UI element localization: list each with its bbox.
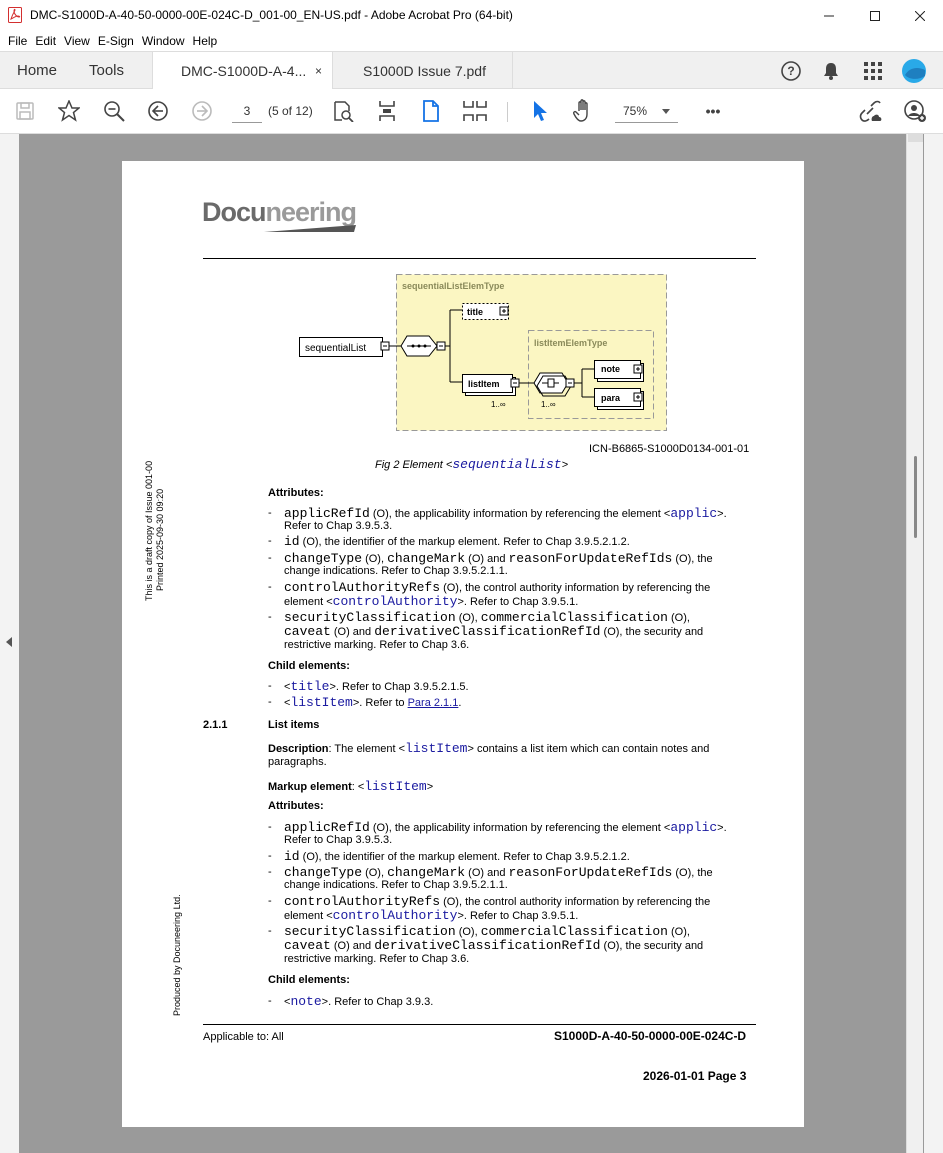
- tab-close-icon[interactable]: ×: [315, 64, 323, 78]
- attr2-id: id (O), the identifier of the markup element. Refer to Chap 3.9.5.2.1.2.: [284, 849, 630, 864]
- chevron-down-icon: [662, 109, 670, 114]
- window-title: DMC-S1000D-A-40-50-0000-00E-024C-D_001-00_EN-US.pdf - Adobe Acrobat Pro (64-bit): [30, 8, 513, 22]
- root-element-label: sequentialList: [305, 343, 367, 354]
- toolbar: [0, 89, 943, 134]
- listitem-element-label: listItem: [468, 379, 500, 389]
- tab-document-2[interactable]: S1000D Issue 7.pdf: [333, 52, 513, 89]
- scroll-up-area[interactable]: [908, 134, 923, 142]
- attr1-security-line3: restrictive marking. Refer to Chap 3.6.: [284, 639, 470, 651]
- schema-diagram: [297, 274, 669, 434]
- tab-bar: [0, 51, 943, 89]
- svg-text:?: ?: [787, 64, 795, 78]
- page-icon: [420, 100, 442, 122]
- link-cloud-icon: [858, 99, 882, 123]
- select-tool-button[interactable]: [527, 98, 553, 124]
- footer-applicability: Applicable to: All: [203, 1031, 284, 1043]
- find-button[interactable]: [330, 98, 356, 124]
- bullet-dash: -: [268, 581, 272, 593]
- hand-tool-button[interactable]: [571, 98, 597, 124]
- attr2-applicrefid: applicRefId (O), the applicability information by referencing the element <applic>.: [284, 820, 727, 835]
- notifications-button[interactable]: [818, 58, 844, 84]
- bullet-dash: -: [268, 507, 272, 519]
- vertical-scrollbar[interactable]: [906, 134, 923, 1153]
- attr2-changetype-ref: change indications. Refer to Chap 3.9.5.2.1.1.: [284, 879, 508, 891]
- share-link-button[interactable]: [857, 98, 883, 124]
- description-line2: paragraphs.: [268, 756, 327, 768]
- close-button[interactable]: [897, 0, 943, 31]
- zoom-out-button[interactable]: [101, 98, 127, 124]
- menu-esign[interactable]: E-Sign: [97, 34, 134, 48]
- bullet-dash: -: [268, 552, 272, 564]
- child1-title: <title>. Refer to Chap 3.9.5.2.1.5.: [284, 679, 469, 694]
- bullet-dash: -: [268, 535, 272, 547]
- magnifier-minus-icon: [103, 100, 125, 122]
- apps-button[interactable]: [860, 58, 886, 84]
- previous-page-button[interactable]: [145, 98, 171, 124]
- section-number: 2.1.1: [203, 719, 228, 731]
- menu-file[interactable]: File: [8, 34, 28, 48]
- attributes-heading-2: Attributes:: [268, 800, 324, 812]
- tab-tools[interactable]: Tools: [89, 62, 125, 79]
- bullet-dash: -: [268, 680, 272, 692]
- save-icon: [15, 101, 35, 121]
- markup-element-line: Markup element: <listItem>: [268, 779, 434, 794]
- chevron-left-icon: [6, 637, 12, 647]
- attr1-controlauthority: controlAuthorityRefs (O), the control authority information by referencing the: [284, 580, 711, 595]
- outer-type-label: sequentialListElemType: [402, 281, 505, 291]
- description-line1: Description: The element <listItem> contains a list item which can contain notes and: [268, 741, 710, 756]
- title-element-label: title: [467, 307, 484, 317]
- bullet-dash: -: [268, 696, 272, 708]
- scroll-thumb[interactable]: [914, 456, 917, 538]
- attr2-controlauthority: controlAuthorityRefs (O), the control authority information by referencing the: [284, 894, 711, 909]
- help-icon: [780, 60, 802, 82]
- attr1-security-line2: caveat (O) and derivativeClassificationRefId (O), the security and: [284, 624, 704, 639]
- draft-copy-sidenote: This is a draft copy of Issue 001-00 Printed 2025-09-30 09:20: [144, 460, 165, 601]
- tab-document-label: DMC-S1000D-A-4...: [181, 63, 307, 79]
- bullet-dash: -: [268, 611, 272, 623]
- apps-grid-icon: [863, 61, 883, 81]
- fit-page-icon: [376, 100, 398, 122]
- zoom-value: 75%: [623, 104, 648, 118]
- multiplicity-2: 1..∞: [541, 400, 556, 409]
- child1-listitem: <listItem>. Refer to Para 2.1.1.: [284, 695, 462, 710]
- attr2-controlauthority-ref: element <controlAuthority>. Refer to Chap 3.9.5.1.: [284, 908, 579, 923]
- attr1-changetype-ref: change indications. Refer to Chap 3.9.5.2.1.1.: [284, 565, 508, 577]
- minimize-icon: [824, 11, 834, 21]
- acrobat-pdf-icon: [8, 7, 22, 23]
- attr1-applicrefid: applicRefId (O), the applicability information by referencing the element <applic>.: [284, 506, 727, 521]
- minimize-button[interactable]: [806, 0, 852, 31]
- attr2-applicrefid-ref: Refer to Chap 3.9.5.3.: [284, 834, 393, 846]
- arrow-right-circle-icon: [191, 100, 213, 122]
- menu-view[interactable]: View: [64, 34, 90, 48]
- attr1-id: id (O), the identifier of the markup element. Refer to Chap 3.9.5.2.1.2.: [284, 534, 630, 549]
- save-button[interactable]: [12, 98, 38, 124]
- bullet-dash: -: [268, 866, 272, 878]
- bullet-dash: -: [268, 925, 272, 937]
- footer-date-page: 2026-01-01 Page 3: [643, 1069, 747, 1083]
- maximize-icon: [870, 11, 880, 21]
- attr2-changetype: changeType (O), changeMark (O) and reasonForUpdateRefIds (O), the: [284, 865, 713, 880]
- fit-page-button[interactable]: [374, 98, 400, 124]
- attr2-security: securityClassification (O), commercialClassification (O),: [284, 924, 690, 939]
- pdf-page: [122, 161, 804, 1127]
- child2-note: <note>. Refer to Chap 3.9.3.: [284, 994, 434, 1009]
- child-elements-heading-2: Child elements:: [268, 974, 350, 986]
- attr1-security: securityClassification (O), commercialClassification (O),: [284, 610, 690, 625]
- footer-dmc: S1000D-A-40-50-0000-00E-024C-D: [554, 1029, 747, 1043]
- attributes-heading-1: Attributes:: [268, 487, 324, 499]
- more-tools-button[interactable]: •••: [705, 103, 721, 119]
- child-elements-heading-1: Child elements:: [268, 660, 350, 672]
- attr1-controlauthority-ref: element <controlAuthority>. Refer to Chap 3.9.5.1.: [284, 594, 579, 609]
- user-add-icon: [903, 99, 927, 123]
- help-button[interactable]: [778, 58, 804, 84]
- search-document-icon: [332, 100, 354, 122]
- next-page-button[interactable]: [189, 98, 215, 124]
- tab-document-active[interactable]: [152, 52, 333, 90]
- maximize-button[interactable]: [852, 0, 898, 31]
- bell-icon: [821, 61, 841, 81]
- bullet-dash: -: [268, 895, 272, 907]
- docuneering-logo: [202, 195, 362, 235]
- footer-rule: [203, 1024, 756, 1025]
- page-number-input[interactable]: 3: [232, 101, 262, 123]
- menu-window[interactable]: Window: [141, 34, 185, 48]
- attr1-changetype: changeType (O), changeMark (O) and reasonForUpdateRefIds (O), the: [284, 551, 713, 566]
- avatar-icon: [901, 58, 927, 84]
- menu-edit[interactable]: Edit: [35, 34, 57, 48]
- svg-text:Docuneering: Docuneering: [202, 197, 357, 227]
- toolbar-divider: [507, 102, 508, 122]
- two-page-button[interactable]: [462, 98, 488, 124]
- bullet-dash: -: [268, 995, 272, 1007]
- account-avatar[interactable]: [901, 58, 927, 84]
- star-icon: [58, 100, 80, 122]
- attr2-security-line2: caveat (O) and derivativeClassificationRefId (O), the security and: [284, 938, 704, 953]
- section-title: List items: [268, 719, 320, 731]
- header-rule: [203, 258, 756, 259]
- attr1-applicrefid-ref: Refer to Chap 3.9.5.3.: [284, 520, 393, 532]
- bookmark-button[interactable]: [56, 98, 82, 124]
- zoom-select[interactable]: [615, 101, 678, 123]
- bullet-dash: -: [268, 850, 272, 862]
- document-viewer[interactable]: [0, 134, 943, 1153]
- page-count: (5 of 12): [268, 104, 313, 118]
- para-element-label: para: [601, 393, 621, 403]
- attr2-security-line3: restrictive marking. Refer to Chap 3.6.: [284, 953, 470, 965]
- multiplicity-1: 1..∞: [491, 400, 506, 409]
- produced-by-sidenote: Produced by Docuneering Ltd.: [172, 894, 182, 1016]
- two-page-icon: [463, 100, 487, 122]
- figure-caption: Fig 2 Element <sequentialList>: [375, 457, 569, 472]
- note-element-label: note: [601, 364, 620, 374]
- arrow-left-circle-icon: [147, 100, 169, 122]
- title-bar: [0, 0, 943, 31]
- hand-icon: [573, 99, 595, 123]
- right-panel-toggle[interactable]: [924, 134, 943, 1153]
- cursor-arrow-icon: [531, 100, 549, 122]
- close-icon: [915, 11, 925, 21]
- menu-bar: [0, 31, 943, 51]
- tab-home[interactable]: Home: [17, 62, 58, 79]
- left-panel-toggle[interactable]: [0, 134, 19, 1153]
- para-2-1-1-link[interactable]: Para 2.1.1: [407, 697, 459, 709]
- share-user-button[interactable]: [902, 98, 928, 124]
- icn-label: ICN-B6865-S1000D0134-001-01: [589, 443, 750, 455]
- menu-help[interactable]: Help: [192, 34, 218, 48]
- single-page-button[interactable]: [418, 98, 444, 124]
- inner-type-label: listItemElemType: [534, 338, 608, 348]
- bullet-dash: -: [268, 821, 272, 833]
